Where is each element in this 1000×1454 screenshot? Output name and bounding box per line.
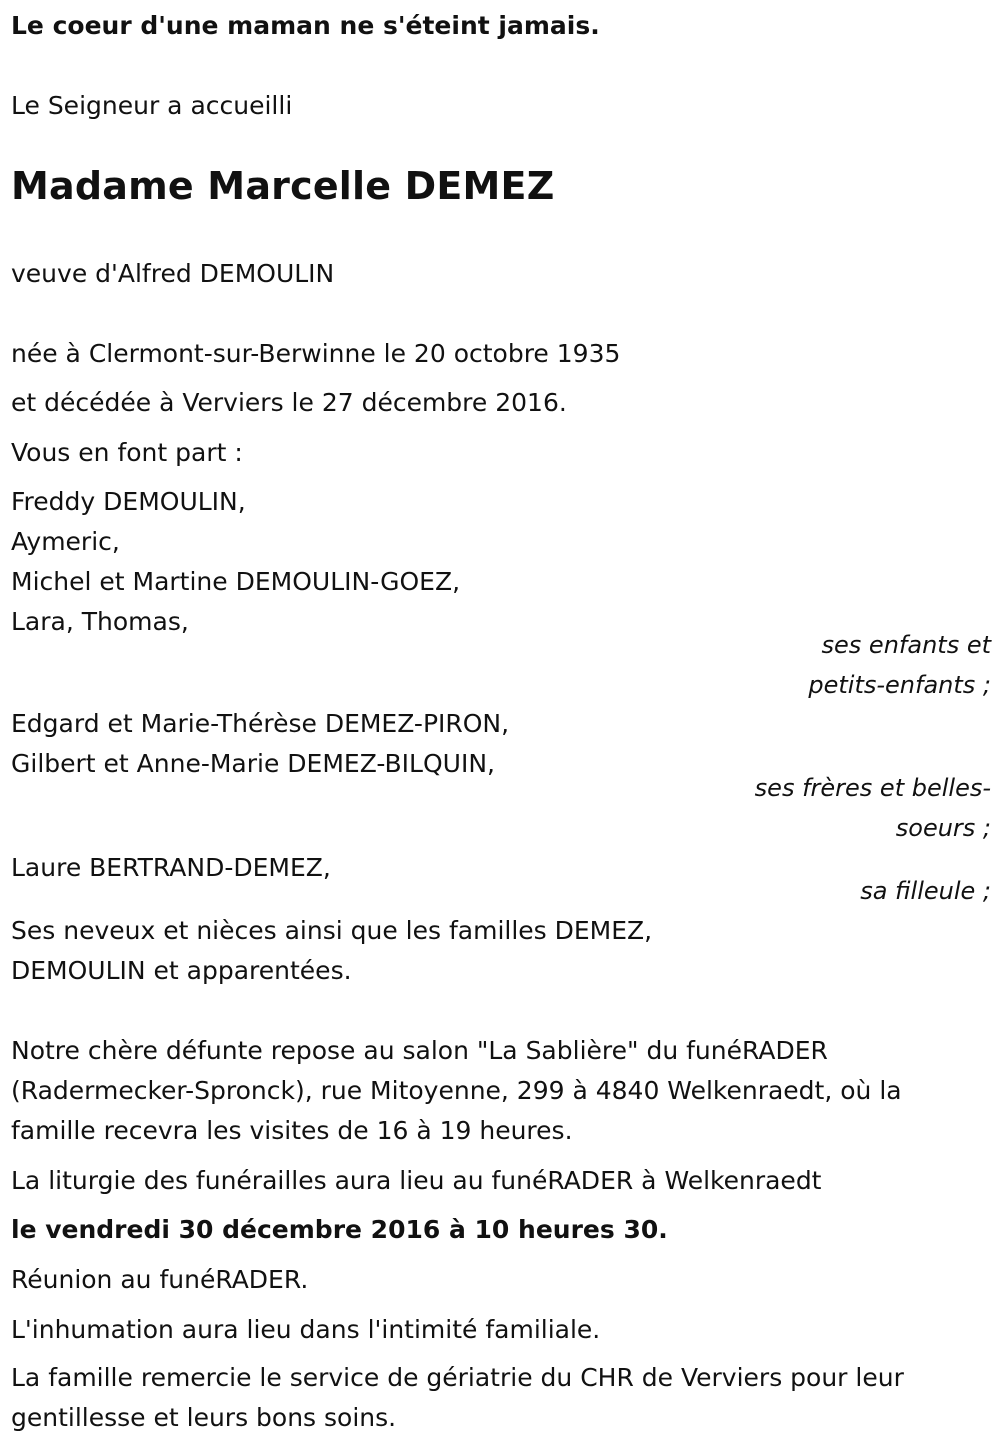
relation-line: sa filleule ;	[860, 877, 991, 905]
list-item: Edgard et Marie-Thérèse DEMEZ-PIRON,	[11, 709, 510, 738]
list-item: Freddy DEMOULIN,	[11, 487, 246, 516]
list-item: Michel et Martine DEMOULIN-GOEZ,	[11, 567, 461, 596]
paragraph-line: Ses neveux et nièces ainsi que les familles DEMEZ,	[11, 916, 653, 945]
deceased-name: Madame Marcelle DEMEZ	[11, 164, 555, 208]
paragraph-line: gentillesse et leurs bons soins.	[11, 1403, 397, 1432]
intro-text: Le Seigneur a accueilli	[11, 91, 293, 120]
thanks-paragraph	[11, 1358, 904, 1438]
quote: Le coeur d'une maman ne s'éteint jamais.	[11, 11, 600, 40]
children-relation	[808, 625, 991, 705]
paragraph-line: (Radermecker-Spronck), rue Mitoyenne, 299 à 4840 Welkenraedt, où la	[11, 1076, 902, 1105]
goddaughter-relation	[860, 871, 991, 911]
death-info: et décédée à Verviers le 27 décembre 2016.	[11, 388, 567, 417]
children-list	[11, 482, 460, 642]
relation-line: ses frères et belles-	[754, 774, 991, 802]
burial-info: L'inhumation aura lieu dans l'intimité familiale.	[11, 1315, 601, 1344]
paragraph-line: La famille remercie le service de gériatrie du CHR de Verviers pour leur	[11, 1363, 904, 1392]
list-item: Aymeric,	[11, 527, 120, 556]
birth-info: née à Clermont-sur-Berwinne le 20 octobre 1935	[11, 339, 621, 368]
siblings-relation	[755, 768, 991, 848]
relation-line: ses enfants et	[821, 631, 991, 659]
repose-paragraph	[11, 1031, 902, 1151]
paragraph-line: famille recevra les visites de 16 à 19 heures.	[11, 1116, 573, 1145]
list-item: Gilbert et Anne-Marie DEMEZ-BILQUIN,	[11, 749, 495, 778]
siblings-list	[11, 704, 509, 784]
ceremony-date: le vendredi 30 décembre 2016 à 10 heures 30.	[11, 1215, 668, 1244]
relation-line: soeurs ;	[895, 814, 991, 842]
announcement: Vous en font part :	[11, 438, 243, 467]
liturgy-info: La liturgie des funérailles aura lieu au funéRADER à Welkenraedt	[11, 1166, 822, 1195]
paragraph-line: DEMOULIN et apparentées.	[11, 956, 352, 985]
meeting-info: Réunion au funéRADER.	[11, 1265, 309, 1294]
goddaughter-name: Laure BERTRAND-DEMEZ,	[11, 853, 331, 882]
nephews-paragraph	[11, 911, 652, 991]
paragraph-line: Notre chère défunte repose au salon "La Sablière" du funéRADER	[11, 1036, 828, 1065]
relation-line: petits-enfants ;	[808, 671, 991, 699]
list-item: Lara, Thomas,	[11, 607, 189, 636]
widow-of: veuve d'Alfred DEMOULIN	[11, 259, 335, 288]
